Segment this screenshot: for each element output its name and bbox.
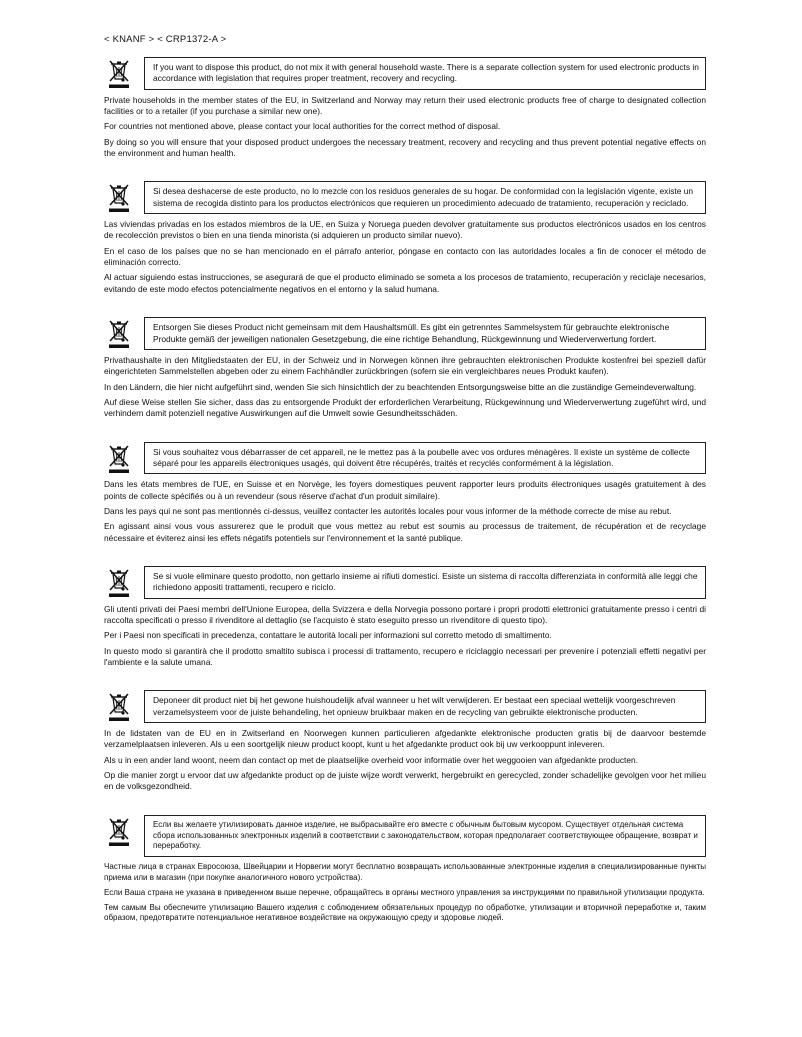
- crossed-out-wheeled-bin-icon: [104, 444, 134, 474]
- disposal-section: [104, 566, 706, 668]
- body-paragraph: Private households in the member states of the EU, in Switzerland and Norway may return their used electronic products free of charge to designated collection facilities or to a retailer (if you purchase a similar new one).: [104, 94, 706, 117]
- section-header-row: [104, 181, 706, 214]
- body-paragraph: In questo modo si garantirà che il prodotto smaltito subisca i processi di trattamento, recupero e riciclaggio necessari per prevenire i potenziali effetti negativi per l'ambiente e la salute umana.: [104, 645, 706, 668]
- disposal-section: [104, 317, 706, 419]
- disposal-section: [104, 57, 706, 159]
- crossed-out-wheeled-bin-icon: [104, 183, 134, 213]
- notice-box: Se si vuole eliminare questo prodotto, non gettarlo insieme ai rifiuti domestici. Esiste un sistema di raccolta differenziata in conformità alle leggi che richiedono appositi trattamenti, recupero e riciclo.: [144, 566, 706, 599]
- crossed-out-wheeled-bin-icon: [104, 817, 134, 847]
- disposal-section: [104, 815, 706, 924]
- crossed-out-wheeled-bin-icon: [104, 59, 134, 89]
- body-paragraph: Тем самым Вы обеспечите утилизацию Вашего изделия с соблюдением обязательных процедур по обработке, утилизации и вторичной переработке и, таким образом, предотвратите потенциальное негативное воздействие на окружающую среду и здоровье людей.: [104, 902, 706, 923]
- notice-box: Если вы желаете утилизировать данное изделие, не выбрасывайте его вместе с обычным бытовым мусором. Существует отдельная система сбора использованных электронных изделий в соответствии с законодательством, которая предполагает соответствующее обращение, возврат и переработку.: [144, 815, 706, 857]
- body-paragraph: Op die manier zorgt u ervoor dat uw afgedankte product op de juiste wijze wordt verwerkt, hergebruikt en gerecycled, zonder schadelijke gevolgen voor het milieu en de volksgezondheid.: [104, 770, 706, 792]
- notice-box: Si desea deshacerse de este producto, no lo mezcle con los residuos generales de su hogar. De conformidad con la legislación vigente, existe un sistema de recogida distinto para los productos electrónicos que requieren un procedimiento adecuado de tratamiento, recuperación y reciclado.: [144, 181, 706, 214]
- crossed-out-wheeled-bin-icon: [104, 319, 134, 349]
- body-paragraph: Dans les pays qui ne sont pas mentionnés ci-dessus, veuillez contacter les autorités locales pour vous informer de la méthode correcte de mise au rebut.: [104, 505, 672, 516]
- body-paragraph: By doing so you will ensure that your disposed product undergoes the necessary treatment, recovery and recycling and thus prevent potential negative effects on the environment and human health.: [104, 136, 706, 159]
- body-paragraph: Per i Paesi non specificati in precedenza, contattare le autorità locali per informazioni sul corretto metodo di smaltimento.: [104, 630, 552, 641]
- body-paragraph: En agissant ainsi vous vous assurerez que le produit que vous mettez au rebut est soumis au processus de traitement, de récupération et de recyclage nécessaire et éviterez ainsi les effets négatifs potentiels sur l'environnement et la santé publique.: [104, 521, 706, 543]
- body-paragraph: Als u in een ander land woont, neem dan contact op met de plaatselijke overheid voor informatie over het weggooien van afgedankte producten.: [104, 754, 639, 765]
- body-paragraph: Gli utenti privati dei Paesi membri dell'Unione Europea, della Svizzera e della Norvegia possono portare i propri prodotti elettronici gratuitamente presso i centri di raccolta specificati o presso il rivenditore al dettaglio (se l'acquisto è stato eseguito presso un rivenditore di questo tipo).: [104, 603, 706, 625]
- crossed-out-wheeled-bin-icon: [104, 568, 134, 598]
- notice-box: Entsorgen Sie dieses Product nicht gemeinsam mit dem Haushaltsmüll. Es gibt ein getrenntes Sammelsystem für gebrauchte elektronische Produkte gemäß der jeweiligen nationalen Gesetzgebung, die eine richtige Behandlung, Rückgewinnung und Wiederverwertung fordert.: [144, 317, 706, 350]
- crossed-out-wheeled-bin-icon: [104, 692, 134, 722]
- notice-box: Si vous souhaitez vous débarrasser de cet appareil, ne le mettez pas à la poubelle avec vos ordures ménagères. Il existe un système de collecte séparé pour les appareils électroniques usagés, qui doivent être récupérés, traités et recyclés conformément à la législation.: [144, 442, 706, 475]
- body-paragraph: For countries not mentioned above, please contact your local authorities for the correct method of disposal.: [104, 121, 501, 132]
- section-header-row: [104, 690, 706, 723]
- body-paragraph: Privathaushalte in den Mitgliedstaaten der EU, in der Schweiz und in Norwegen können ihre gebrauchten elektronischen Produkte kostenfrei bei speziell dafür eingerichteten Sammelstellen abgeben oder zu einem Fachhändler zurückbringen (sofern sie ein vergleichbares neues Produkt kaufen).: [104, 354, 706, 377]
- notice-box: If you want to dispose this product, do not mix it with general household waste. There is a separate collection system for used electronic products in accordance with legislation that requires proper treatment, recovery and recycling.: [144, 57, 706, 90]
- body-paragraph: In den Ländern, die hier nicht aufgeführt sind, wenden Sie sich hinsichtlich der zu beachtenden Entsorgungsweise bitte an die zuständige Gemeindeverwaltung.: [104, 381, 697, 392]
- section-header-row: [104, 317, 706, 350]
- body-paragraph: Las viviendas privadas en los estados miembros de la UE, en Suiza y Noruega pueden devolver gratuitamente sus productos electrónicos usados en los centros de recolección previstos o bien en una tienda minorista (si adquieren un producto similar nuevo).: [104, 219, 706, 241]
- body-paragraph: Dans les états membres de l'UE, en Suisse et en Norvège, les foyers domestiques peuvent rapporter leurs produits électroniques usagés gratuitement à des points de collecte spécifiés ou à un revendeur (sous réserve d'achat d'un produit similaire).: [104, 479, 706, 501]
- disposal-section: [104, 442, 706, 544]
- section-header-row: [104, 815, 706, 857]
- document-header: < KNANF > < CRP1372-A >: [104, 34, 227, 45]
- sections-container: [104, 57, 706, 924]
- body-paragraph: En el caso de los países que no se han mencionado en el párrafo anterior, póngase en contacto con las autoridades locales a fin de conocer el método de eliminación correcto.: [104, 245, 706, 268]
- disposal-section: [104, 181, 706, 295]
- disposal-section: [104, 690, 706, 792]
- notice-box: Deponeer dit product niet bij het gewone huishoudelijk afval wanneer u het wilt verwijderen. Er bestaat een speciaal wettelijk voorgeschreven verzamelsysteem voor de juiste behandeling, het opnieuw bruikbaar maken en de recycling van gebruikte elektronische producten.: [144, 690, 706, 723]
- body-paragraph: Частные лица в странах Евросоюза, Швейцарии и Норвегии могут бесплатно возвращать использованные электронные изделия в специализированные пункты приема или в магазин (при покупке аналогичного нового устройства).: [104, 862, 706, 882]
- body-paragraph: Auf diese Weise stellen Sie sicher, dass das zu entsorgende Produkt der erforderlichen Verarbeitung, Rückgewinnung und Wiederverwertung zugeführt wird, und verhindern damit potenziell negative Auswirkungen auf die Umwelt sowie Gesundheitsschäden.: [104, 396, 706, 419]
- body-paragraph: Al actuar siguiendo estas instrucciones, se asegurará de que el producto eliminado se someta a los procesos de tratamiento, recuperación y reciclaje necesarios, evitando de este modo efectos potencialmente negativos en el entorno y la salud humana.: [104, 272, 706, 294]
- section-header-row: [104, 442, 706, 475]
- body-paragraph: Если Ваша страна не указана в приведенном выше перечне, обращайтесь в органы местного управления за инструкциями по правильной утилизации продукта.: [104, 887, 705, 897]
- body-paragraph: In de lidstaten van de EU en in Zwitserland en Noorwegen kunnen particulieren afgedankte elektronische producten gratis bij de daarvoor bestemde verzamelplaatsen inleveren. Als u een soortgelijk nieuw product koopt, kunt u het afgedankte product ook bij uw verkooppunt inleveren.: [104, 728, 706, 750]
- section-header-row: [104, 57, 706, 90]
- section-header-row: [104, 566, 706, 599]
